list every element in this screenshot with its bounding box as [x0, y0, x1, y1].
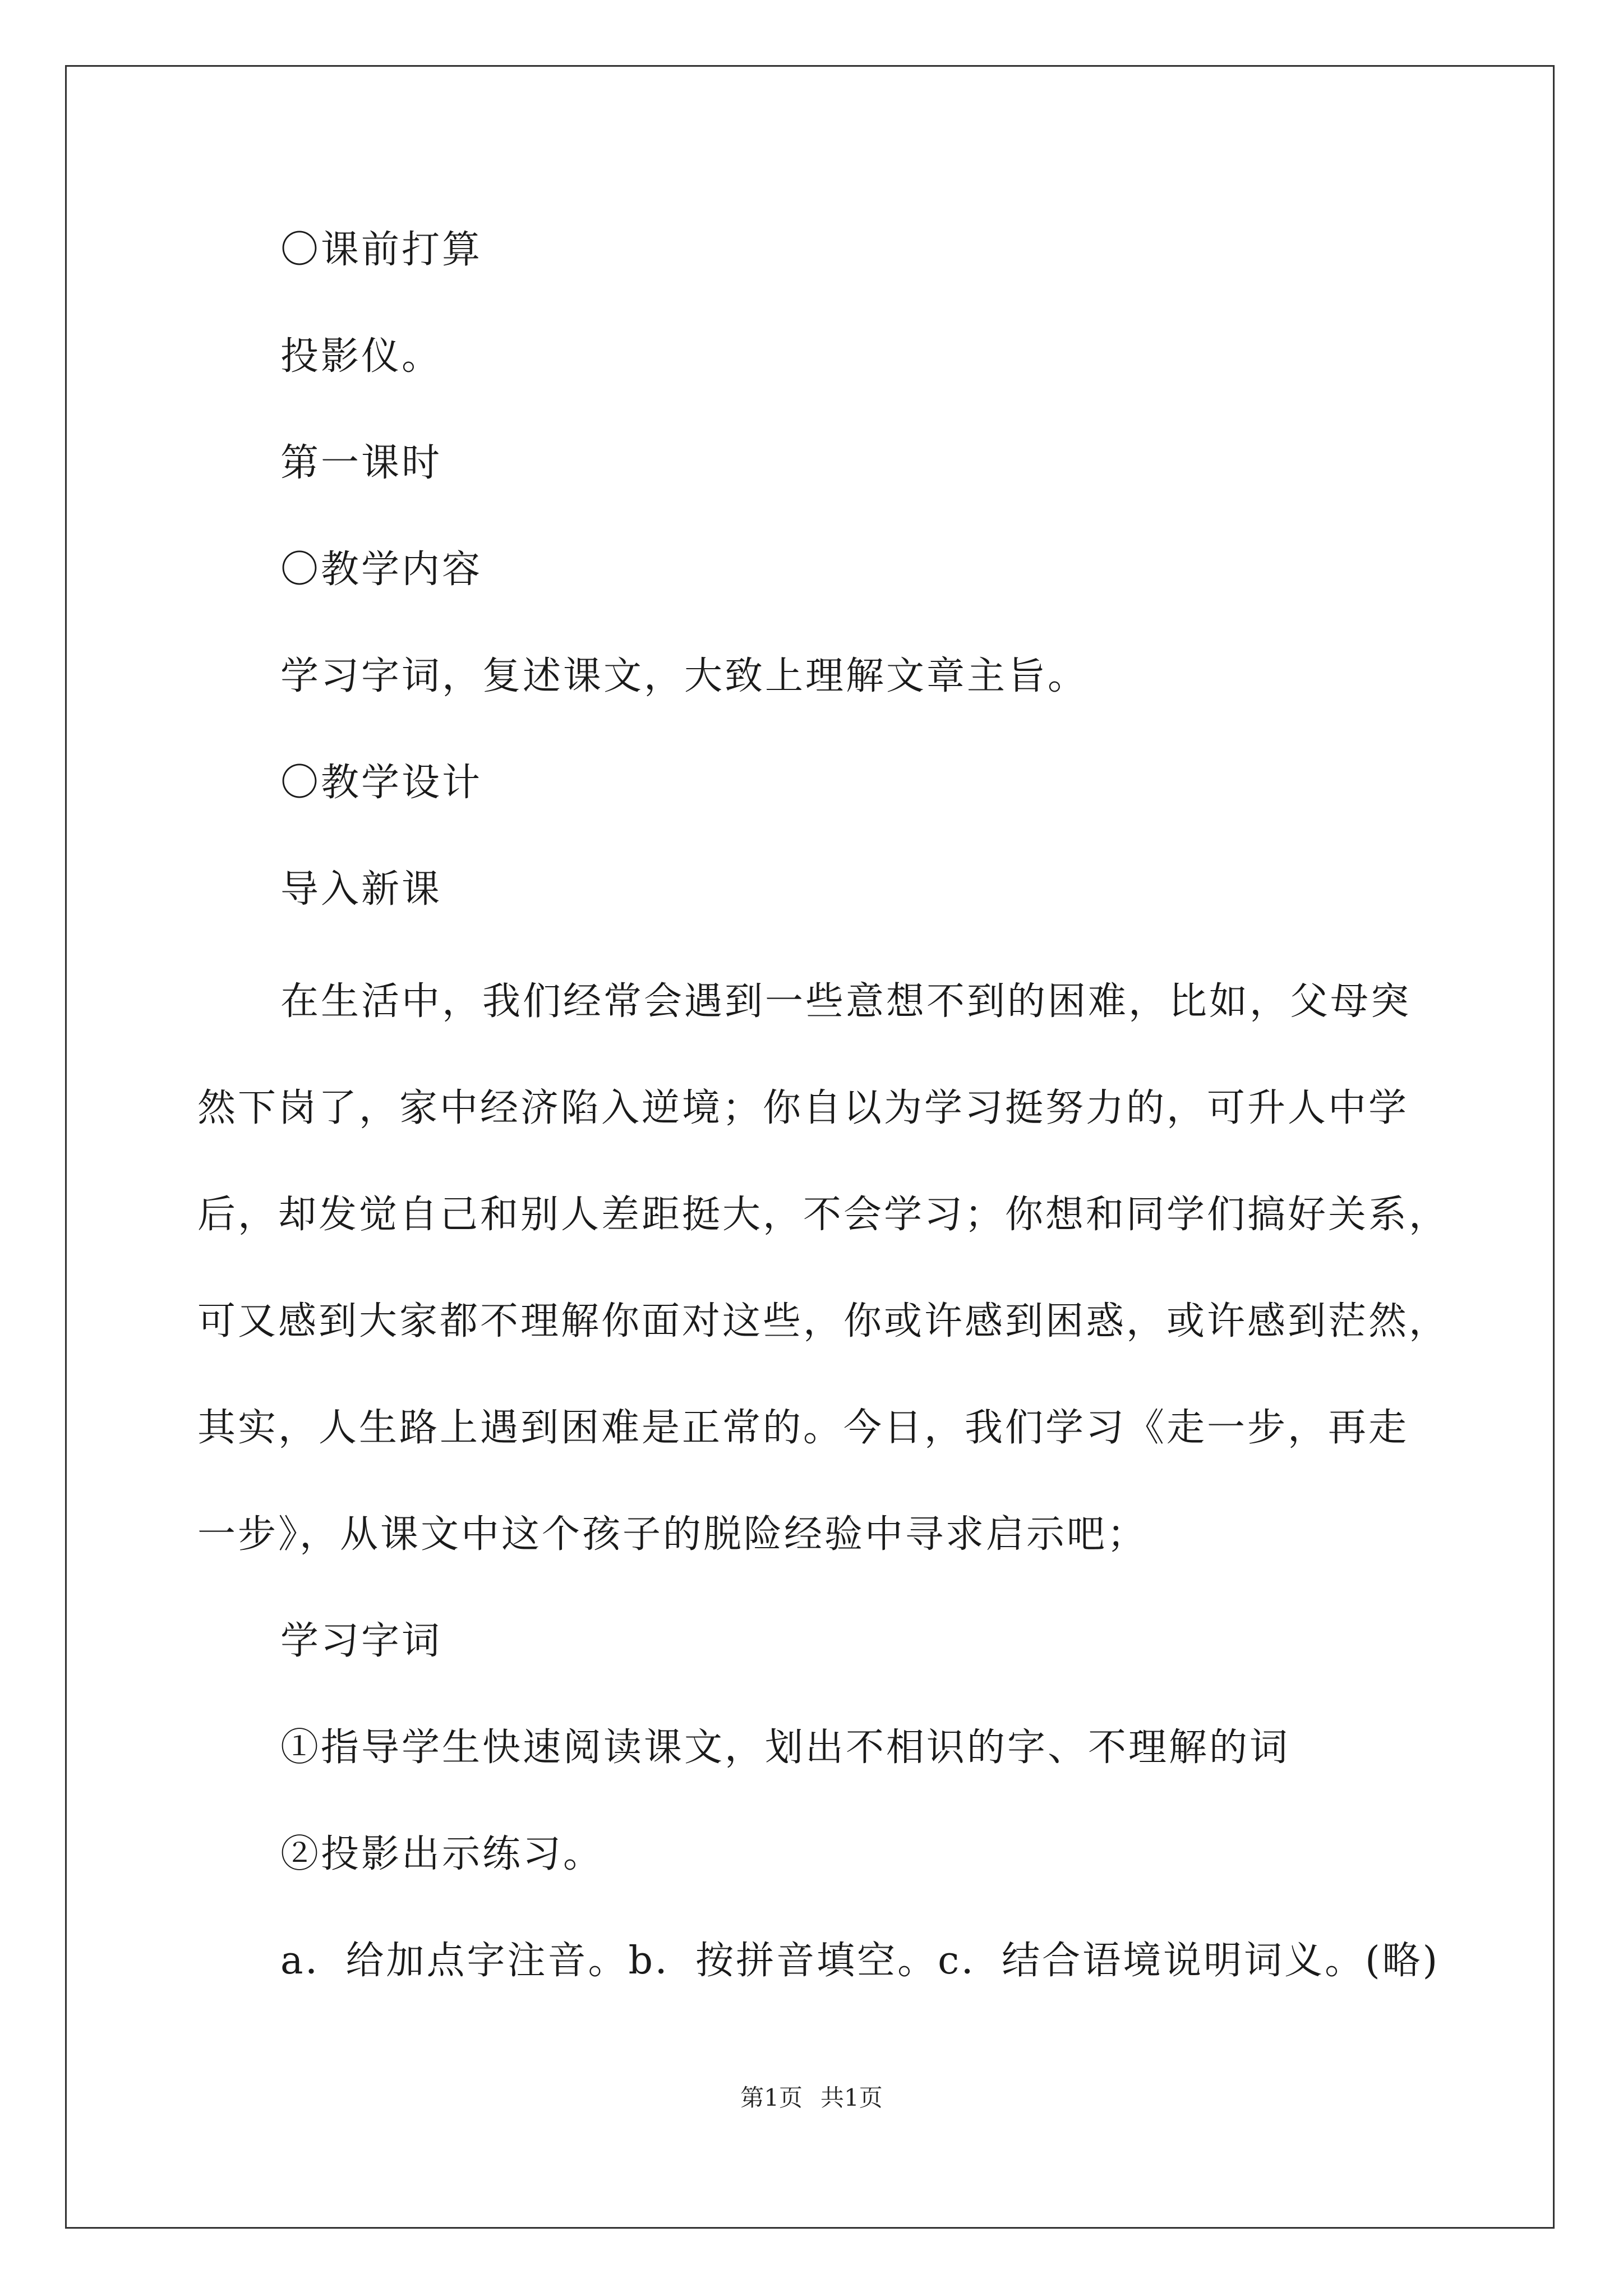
list-item-1: ①指导学生快速阅读课文，划出不相识的字、不理解的词: [280, 1726, 1290, 1770]
heading-vocabulary: 学习字词: [280, 1619, 442, 1663]
heading-first-lesson: 第一课时: [280, 441, 442, 485]
paragraph-intro-line-4: 可又感到大家都不理解你面对这些，你或许感到困惑，或许感到茫然，: [197, 1299, 1450, 1343]
list-item-2: ②投影出示练习。: [280, 1832, 604, 1876]
heading-preparation: 〇课前打算: [280, 228, 483, 272]
heading-teaching-content: 〇教学内容: [280, 547, 483, 592]
paragraph-intro-line-5: 其实，人生路上遇到困难是正常的。今日，我们学习《走一步，再走: [197, 1406, 1409, 1450]
page-border: [65, 65, 1555, 2229]
page-number: 第1页: [740, 2084, 803, 2111]
paragraph-intro-line-6: 一步》，从课文中这个孩子的脱险经验中寻求启示吧；: [197, 1512, 1148, 1557]
paragraph-intro-line-1: 在生活中，我们经常会遇到一些意想不到的困难，比如，父母突: [280, 979, 1412, 1024]
page-total: 共1页: [820, 2084, 883, 2111]
page-footer: [0, 2082, 1623, 2114]
heading-introduction: 导入新课: [280, 867, 442, 912]
paragraph-teaching-content: 学习字词，复述课文，大致上理解文章主旨。: [280, 654, 1089, 698]
paragraph-intro-line-2: 然下岗了，家中经济陷入逆境；你自以为学习挺努力的，可升人中学: [197, 1086, 1409, 1130]
paragraph-projector: 投影仪。: [280, 334, 442, 379]
paragraph-intro-line-3: 后，却发觉自己和别人差距挺大，不会学习；你想和同学们搞好关系，: [197, 1193, 1450, 1237]
heading-teaching-design: 〇教学设计: [280, 761, 483, 805]
exercise-line: a．给加点字注音。b．按拼音填空。c．结合语境说明词义。(略): [280, 1939, 1440, 1983]
